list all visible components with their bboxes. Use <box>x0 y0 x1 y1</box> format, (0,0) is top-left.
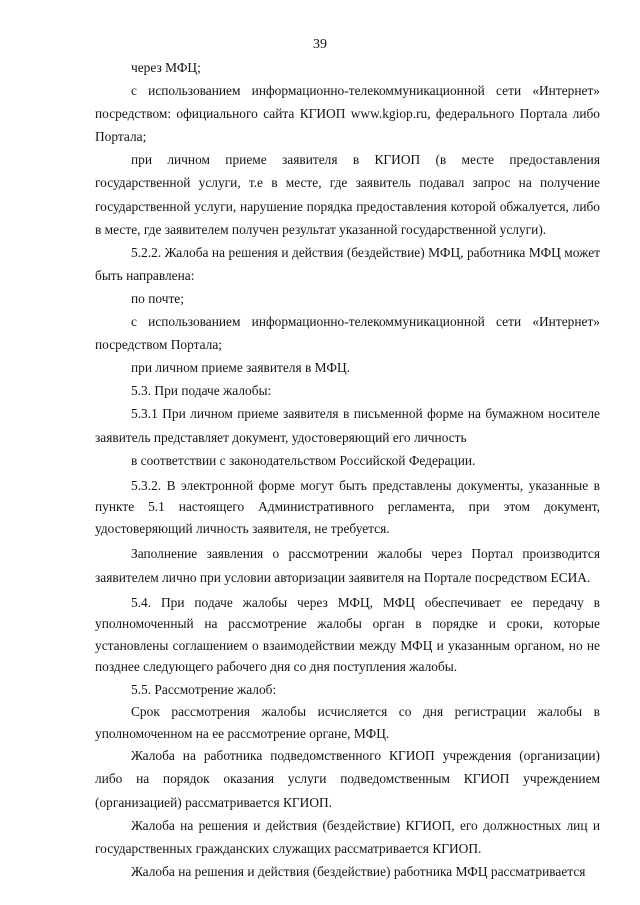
paragraph-mfc-worker: Жалоба на решения и действия (бездействие) работника МФЦ рассматривается <box>131 863 586 879</box>
paragraph-5-3: 5.3. При подаче жалобы: <box>131 383 272 399</box>
paragraph-5-2-2: 5.2.2. Жалоба на решения и действия (бездействие) МФЦ, работника МФЦ может быть направлена: <box>95 244 600 283</box>
paragraph-personal-kgiop: при личном приеме заявителя в КГИОП (в месте предоставления государственной услуги, т.е в месте, где заявитель подавал запрос на получение государственной услуги, нарушение порядка предоставления которой обжалуется, либо в месте, где заявителем получен результат указанной государственной услуги). <box>95 152 600 237</box>
paragraph-review-term: Срок рассмотрения жалобы исчисляется со дня регистрации жалобы в уполномоченном на ее рассмотрение органе, МФЦ. <box>95 704 600 741</box>
paragraph-5-3-2: 5.3.2. В электронной форме могут быть представлены документы, указанные в пункте 5.1 настоящего Административного регламента, при этом документ, удостоверяющий личность заявителя, не требуется. <box>95 477 600 536</box>
paragraph-legislation: в соответствии с законодательством Российской Федерации. <box>131 452 476 468</box>
paragraph-subordinate-institution: Жалоба на работника подведомственного КГИОП учреждения (организации) либо на порядок оказания услуги подведомственным КГИОП учреждением (организацией) рассматривается КГИОП. <box>95 748 600 810</box>
paragraph-via-mfc: через МФЦ; <box>131 60 201 75</box>
paragraph-internet-kgiop: с использованием информационно-телекоммуникационной сети «Интернет» посредством: официального сайта КГИОП www.kgiop.ru, федерального Портала либо Портала; <box>95 83 600 145</box>
document-body <box>95 56 600 883</box>
page-number: 39 <box>313 37 327 52</box>
paragraph-portal-filling: Заполнение заявления о рассмотрении жалобы через Портал производится заявителем лично при условии авторизации заявителя на Портале посредством ЕСИА. <box>95 546 600 585</box>
paragraph-5-5: 5.5. Рассмотрение жалоб: <box>131 682 277 698</box>
paragraph-5-4: 5.4. При подаче жалобы через МФЦ, МФЦ обеспечивает ее передачу в уполномоченный на рассмотрение жалобы орган в порядке и сроки, которые установлены соглашением о взаимодействии между МФЦ и указанным органом, но не позднее следующего рабочего дня со дня поступления жалобы. <box>95 594 600 675</box>
paragraph-internet-portal: с использованием информационно-телекоммуникационной сети «Интернет» посредством Портала; <box>95 314 600 353</box>
paragraph-personal-mfc: при личном приеме заявителя в МФЦ. <box>131 360 350 376</box>
paragraph-5-3-1: 5.3.1 При личном приеме заявителя в письменной форме на бумажном носителе заявитель представляет документ, удостоверяющий его личность <box>95 406 600 445</box>
paragraph-by-mail: по почте; <box>131 290 184 306</box>
paragraph-kgiop-officials: Жалоба на решения и действия (бездействие) КГИОП, его должностных лиц и государственных гражданских служащих рассматривается КГИОП. <box>95 817 600 856</box>
